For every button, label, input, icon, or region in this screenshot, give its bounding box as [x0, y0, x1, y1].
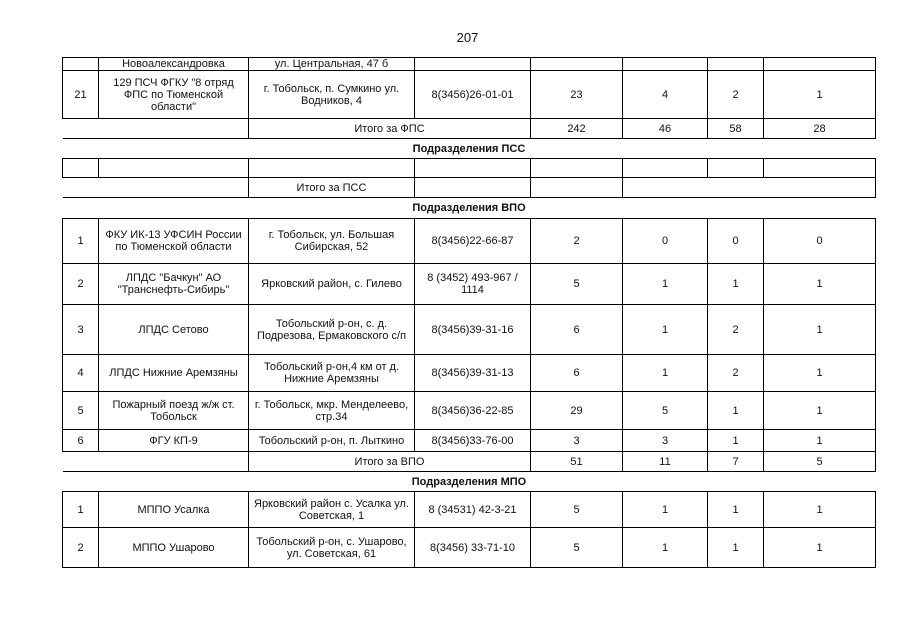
value-cell: 0 [623, 219, 708, 264]
value-cell: 1 [764, 355, 876, 392]
value-cell [764, 159, 876, 178]
value-cell: 5 [623, 392, 708, 430]
unit-address: Тобольский р-он, п. Лыткино [249, 430, 415, 452]
unit-address: г. Тобольск, п. Сумкино ул. Водников, 4 [249, 71, 415, 119]
blank-cell [63, 178, 249, 198]
total-value: 7 [708, 452, 764, 472]
value-cell: 1 [708, 492, 764, 528]
unit-phone: 8(3456)33-76-00 [415, 430, 531, 452]
total-row [63, 119, 876, 139]
total-label: Итого за ПСС [249, 178, 415, 198]
unit-name: ЛПДС Сетово [99, 305, 249, 355]
value-cell [623, 159, 708, 178]
section-header-row [63, 139, 876, 159]
value-cell [531, 58, 623, 71]
fire-units-table [62, 57, 876, 568]
table-row [63, 392, 876, 430]
row-number [63, 58, 99, 71]
value-cell: 3 [623, 430, 708, 452]
unit-name: МППО Ушарово [99, 528, 249, 568]
unit-phone: 8 (34531) 42-3-21 [415, 492, 531, 528]
row-number: 4 [63, 355, 99, 392]
unit-phone: 8(3456)36-22-85 [415, 392, 531, 430]
unit-phone: 8(3456)22-66-87 [415, 219, 531, 264]
unit-name: Новоалександровка [99, 58, 249, 71]
table-row [63, 355, 876, 392]
section-header-row [63, 472, 876, 492]
total-value: 11 [623, 452, 708, 472]
value-cell [708, 159, 764, 178]
value-cell [708, 58, 764, 71]
value-cell: 2 [708, 305, 764, 355]
value-cell: 6 [531, 305, 623, 355]
section-header-vpo: Подразделения ВПО [63, 198, 876, 219]
unit-phone: 8(3456)39-31-13 [415, 355, 531, 392]
value-cell: 1 [764, 528, 876, 568]
table-row [63, 492, 876, 528]
value-cell: 1 [623, 264, 708, 305]
unit-name: МППО Усалка [99, 492, 249, 528]
blank-cell [63, 119, 249, 139]
unit-phone: 8(3456) 33-71-10 [415, 528, 531, 568]
unit-address [249, 159, 415, 178]
value-cell: 1 [764, 492, 876, 528]
section-header-row [63, 198, 876, 219]
value-cell: 2 [708, 355, 764, 392]
row-number: 5 [63, 392, 99, 430]
total-value: 46 [623, 119, 708, 139]
value-cell: 6 [531, 355, 623, 392]
unit-name: Пожарный поезд ж/ж ст. Тобольск [99, 392, 249, 430]
row-number: 2 [63, 528, 99, 568]
total-value: 51 [531, 452, 623, 472]
value-cell: 1 [764, 305, 876, 355]
unit-address: Тобольский р-он, с. д. Подрезова, Ермаковского с/п [249, 305, 415, 355]
value-cell: 1 [623, 355, 708, 392]
value-cell [531, 159, 623, 178]
value-cell: 1 [764, 430, 876, 452]
row-number: 1 [63, 492, 99, 528]
value-cell: 0 [764, 219, 876, 264]
blank-cell [415, 178, 531, 198]
unit-address: Ярковский район, с. Гилево [249, 264, 415, 305]
section-header-mpo: Подразделения МПО [63, 472, 876, 492]
blank-cell [63, 452, 249, 472]
row-number: 6 [63, 430, 99, 452]
row-number: 2 [63, 264, 99, 305]
row-number [63, 159, 99, 178]
value-cell: 1 [764, 264, 876, 305]
total-label: Итого за ВПО [249, 452, 531, 472]
row-number: 3 [63, 305, 99, 355]
value-cell: 0 [708, 219, 764, 264]
unit-name [99, 159, 249, 178]
total-value: 5 [764, 452, 876, 472]
total-row [63, 452, 876, 472]
value-cell: 1 [623, 528, 708, 568]
unit-phone: 8(3456)26-01-01 [415, 71, 531, 119]
unit-phone [415, 58, 531, 71]
table-row [63, 528, 876, 568]
total-value [531, 178, 623, 198]
value-cell: 23 [531, 71, 623, 119]
table-row [63, 264, 876, 305]
unit-address: Тобольский р-он,4 км от д. Нижние Аремзяны [249, 355, 415, 392]
value-cell: 4 [623, 71, 708, 119]
total-row [63, 178, 876, 198]
value-cell: 1 [623, 492, 708, 528]
table-row [63, 430, 876, 452]
unit-phone [415, 159, 531, 178]
blank-cell [623, 178, 876, 198]
unit-address: ул. Центральная, 47 б [249, 58, 415, 71]
unit-address: Тобольский р-он, с. Ушарово, ул. Советская, 61 [249, 528, 415, 568]
value-cell: 5 [531, 492, 623, 528]
value-cell: 3 [531, 430, 623, 452]
unit-name: ЛПДС Нижние Аремзяны [99, 355, 249, 392]
table-row [63, 58, 876, 71]
value-cell: 1 [764, 71, 876, 119]
unit-address: Ярковский район с. Усалка ул. Советская, 1 [249, 492, 415, 528]
unit-name: ФКУ ИК-13 УФСИН России по Тюменской области [99, 219, 249, 264]
total-label: Итого за ФПС [249, 119, 531, 139]
row-number: 1 [63, 219, 99, 264]
value-cell: 1 [623, 305, 708, 355]
unit-address: г. Тобольск, мкр. Менделеево, стр.34 [249, 392, 415, 430]
total-value: 58 [708, 119, 764, 139]
unit-name: ФГУ КП-9 [99, 430, 249, 452]
value-cell [623, 58, 708, 71]
unit-name: ЛПДС "Бачкун" АО "Транснефть-Сибирь" [99, 264, 249, 305]
unit-name: 129 ПСЧ ФГКУ "8 отряд ФПС по Тюменской области" [99, 71, 249, 119]
table-row [63, 305, 876, 355]
total-value: 242 [531, 119, 623, 139]
unit-phone: 8(3456)39-31-16 [415, 305, 531, 355]
total-value: 28 [764, 119, 876, 139]
value-cell: 1 [708, 264, 764, 305]
value-cell: 1 [708, 430, 764, 452]
section-header-pss: Подразделения ПСС [63, 139, 876, 159]
value-cell: 1 [708, 528, 764, 568]
value-cell [764, 58, 876, 71]
table-row [63, 71, 876, 119]
unit-phone: 8 (3452) 493-967 / 1114 [415, 264, 531, 305]
page-number: 207 [456, 30, 479, 45]
unit-address: г. Тобольск, ул. Большая Сибирская, 52 [249, 219, 415, 264]
value-cell: 5 [531, 528, 623, 568]
value-cell: 29 [531, 392, 623, 430]
value-cell: 5 [531, 264, 623, 305]
table-row [63, 219, 876, 264]
value-cell: 2 [531, 219, 623, 264]
value-cell: 1 [708, 392, 764, 430]
row-number: 21 [63, 71, 99, 119]
table-row [63, 159, 876, 178]
value-cell: 1 [764, 392, 876, 430]
value-cell: 2 [708, 71, 764, 119]
